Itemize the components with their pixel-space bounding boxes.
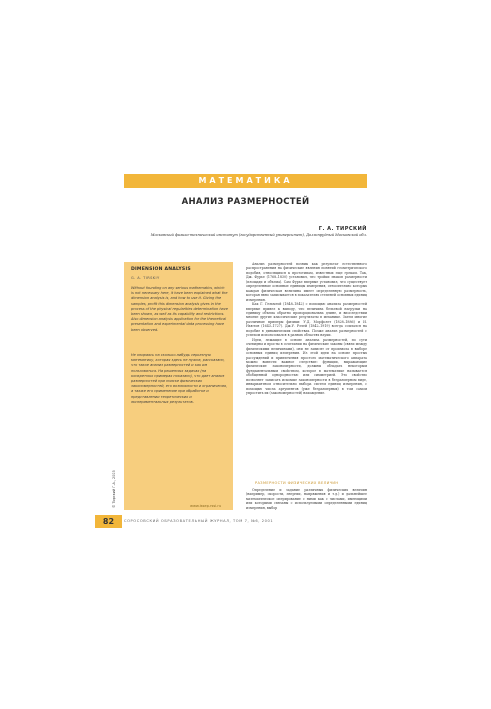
body-paragraph: Идеи, лежащие в основе анализа размерностей, по сути очевидны и просты в сочетании на физические законы (связи между физическими величинами), они не зависят от произвола в выборе основных единиц измерения. Из этой идеи на основе простых рассуждений и привлечения простого математического аппарата можно вывести важное следствие: функции, выражающие физические закономерности, должны обладать некоторым фундаментальным свойством, которое в математике называется обобщенной однородностью или симметрией. Это свойство позволяет записать искомые закономерности в безразмерном виде, инвариантном относительно выбора систем единиц измерения, с помощью числа аргументов (уже безразмерных) в том самом упростить их (закономерностей) нахождение. [246, 337, 367, 396]
body-paragraph: Анализ размерностей возник как результат естественного распространения на физические явления понятий геометрического подобия, относящихся к прототипам, известных еще грекам. Так, Дж. Фурье (1768–1830) установил, что тройки знаков размерности (площади и объема). Сам Фурье впервые установил, что существует определенные основные единицы измерения, относительно которых каждая физическая величина имеет определенную размерность, которая явно записывается в показателях степеней основных единиц измерения. [246, 262, 367, 302]
page-number: 82 [95, 515, 122, 528]
body-text [246, 262, 367, 396]
website-link[interactable]: www.issep.rssi.ru [190, 504, 222, 508]
author-affiliation: Московский физико-технический институт (государственный университет), Долгопрудный Московской обл. [150, 233, 367, 237]
article-title: АНАЛИЗ РАЗМЕРНОСТЕЙ [181, 197, 310, 207]
english-abstract: Without founding on any serious mathematics, which is not necessary here, it have been explained what the dimension analysis is, and how to use it. Giving the samples, profit this dimension analysis gives in the process of the physical regularities determination have been shown, as well as its capability and restrictions. Also dimension analysis application for the theoretical presentation and experimental data processing have been observed. [131, 286, 228, 332]
body-paragraph: Как Г. Гельмгой (1848–1842) с помощью анализа размерностей впервые привел к выводу, что величина бельевой нагрузки на единицу объема обратно пропорциональна длине, и впоследствии многие другие классические результаты в механике. Затем многие различные примеры физики: У.Д. Морфолет (1828–1886) и И. Ньютон (1643–1727). Дж.У. Рэлей (1842–1919) всегда ссылался на подобие в динамических свойствах. Позже анализ размерностей с успехом использовался в разных областях науки. [246, 302, 367, 338]
section-banner: МАТЕМАТИКА [124, 174, 367, 188]
journal-footer: СОРОСОВСКИЙ ОБРАЗОВАТЕЛЬНЫЙ ЖУРНАЛ, ТОМ 7, №6, 2001 [124, 519, 274, 523]
body-text-continued [246, 488, 367, 510]
copyright-note: © Тирский Г.А., 2003 [112, 470, 116, 508]
english-author: G. A. TIRSKIY [131, 276, 160, 280]
english-title: DIMENSION ANALYSIS [131, 267, 191, 272]
author-name: Г. А. ТИРСКИЙ [318, 226, 367, 232]
body-paragraph: Определение и задание различных физических величин (например, скорости, энергии, напряжения и т.д.) и дальнейшее математическое оперирование с ними как с числами, имеющими или которыми связаны с используемыми определенными единиц измерения, выбор [246, 488, 367, 510]
section-subheading: РАЗМЕРНОСТИ ФИЗИЧЕСКИХ ВЕЛИЧИН [255, 481, 339, 485]
russian-abstract: Не опираясь на сколько-нибудь серьезную математику, которая здесь не нужна, рассказано, что такое анализ размерностей и как им пользоваться. На решенных задачах (на конкретных примерах показано), что дает анализ размерностей при поиске физических закономерностей, его возможности и ограничения, а также его применение при обработке и представлении теоретических и экспериментальных результатов. [131, 353, 228, 404]
